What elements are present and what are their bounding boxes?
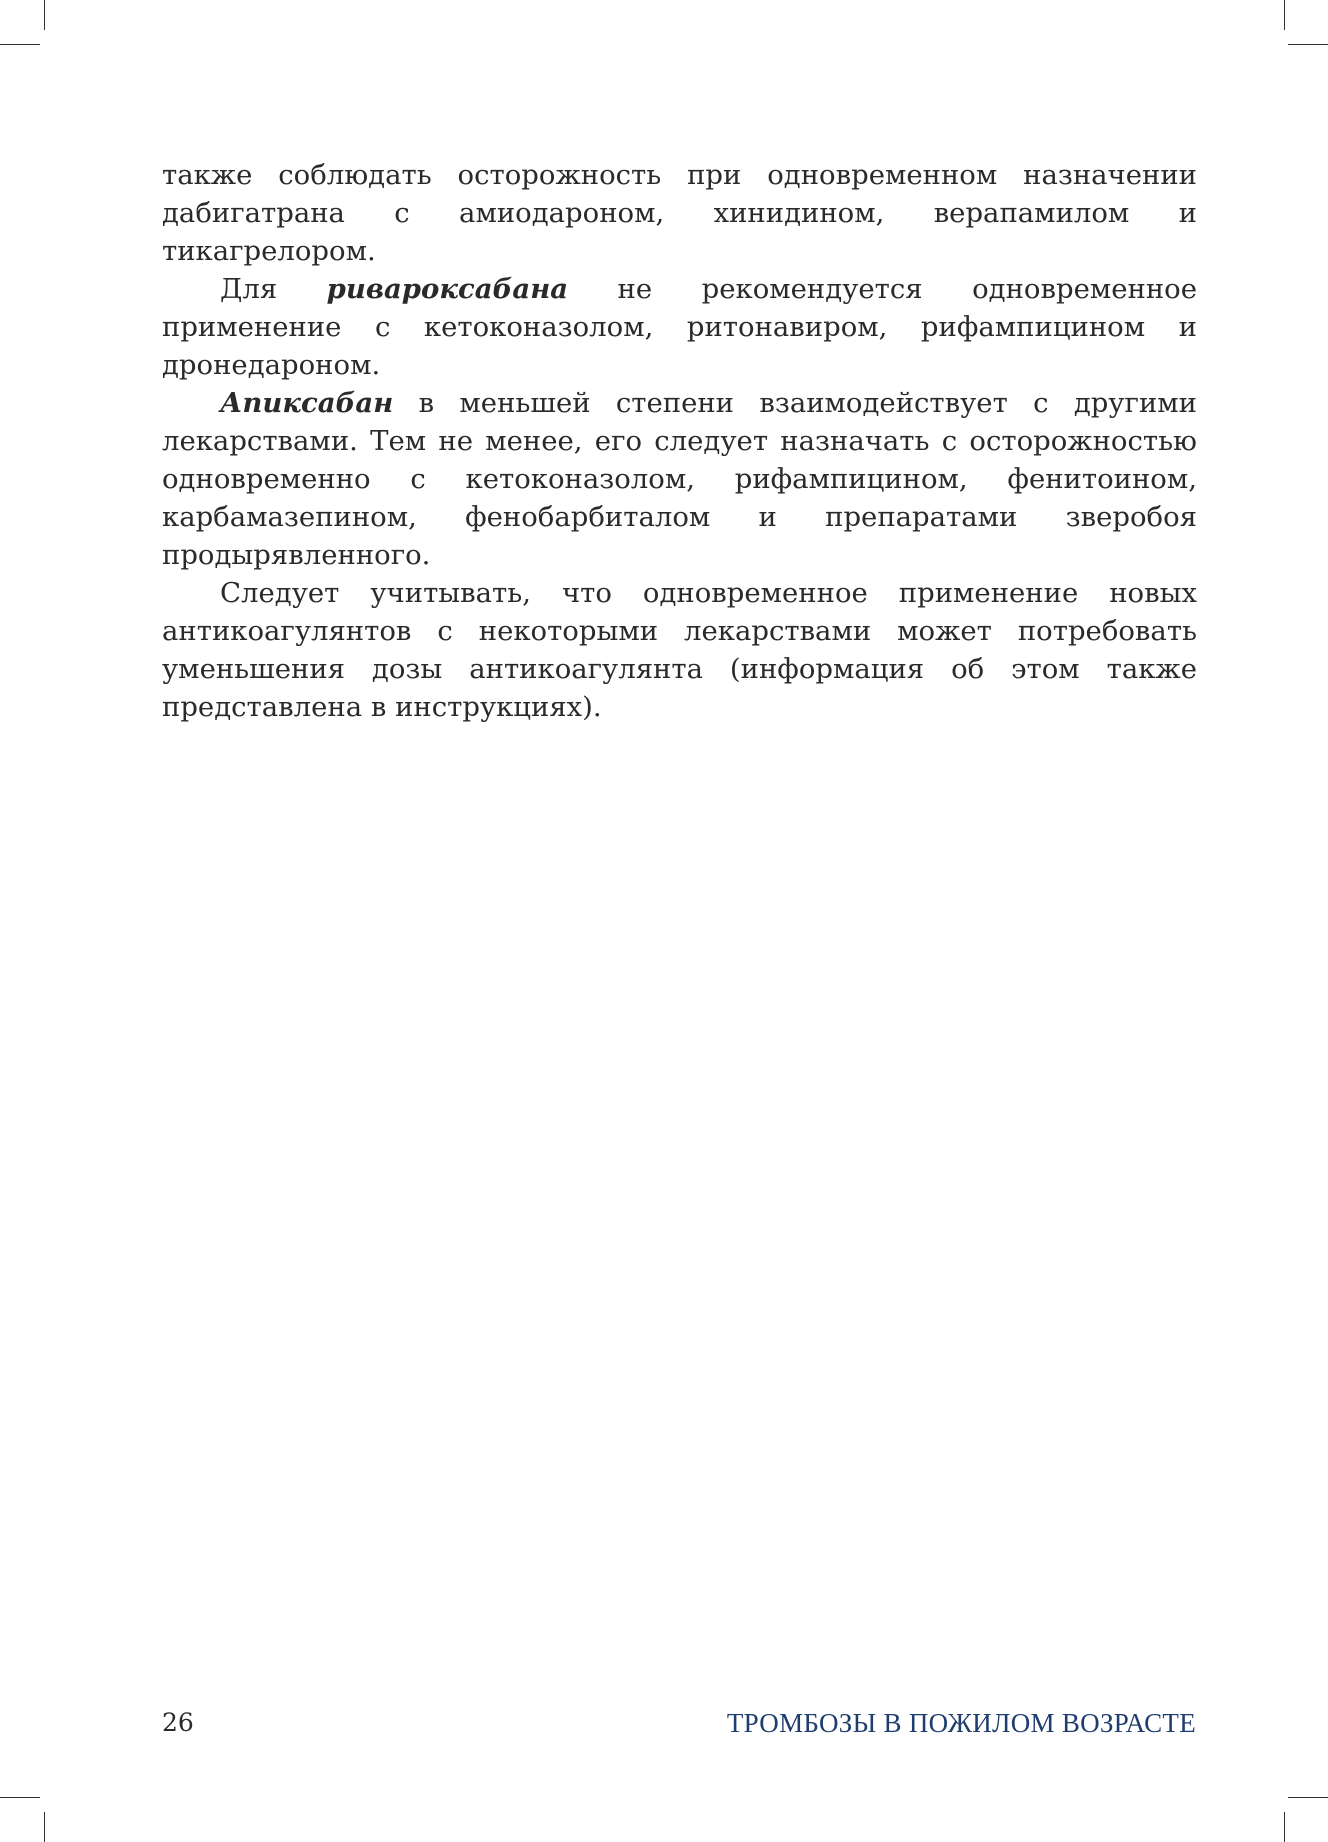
crop-mark-bottom-right-vertical <box>1284 1812 1285 1842</box>
running-title: ТРОМБОЗЫ В ПОЖИЛОМ ВОЗРАСТЕ <box>726 1708 1196 1738</box>
drug-name-emphasis: ривароксабана <box>326 273 569 305</box>
paragraph-dabigatran-continuation <box>162 156 1197 270</box>
crop-mark-top-right-horizontal <box>1288 44 1328 45</box>
paragraph-text: Следует учитывать, что одновременное применение новых антикоагулянтов с некоторыми лекарствами может потребовать уменьшения дозы антикоагулянта (информация об этом также представлена в инструкциях). <box>162 577 1197 723</box>
crop-mark-bottom-left-horizontal <box>0 1797 40 1798</box>
paragraph-rivaroxaban <box>162 270 1197 384</box>
paragraph-text: также соблюдать осторожность при одновременном назначении дабигатрана с амиодароном, хинидином, верапамилом и тикагрелором. <box>162 159 1197 267</box>
paragraph-text: Для <box>220 273 327 305</box>
page-body <box>162 156 1197 726</box>
page-number: 26 <box>162 1708 194 1737</box>
drug-name-emphasis: Апиксабан <box>220 387 394 419</box>
crop-mark-top-right-vertical <box>1284 0 1285 30</box>
crop-mark-bottom-left-vertical <box>44 1812 45 1842</box>
paragraph-text: в меньшей степени взаимодействует с другими лекарствами. Тем не менее, его следует назначать с осторожностью одновременно с кетоконазолом, рифампицином, фенитоином, карбамазепином, фенобарбиталом и препаратами зверобоя продырявленного. <box>162 387 1197 571</box>
crop-mark-bottom-right-horizontal <box>1288 1797 1328 1798</box>
paragraph-text: не рекомендуется одновременное применение с кетоконазолом, ритонавиром, рифампицином и дронедароном. <box>162 273 1197 381</box>
paragraph-dose-reduction <box>162 574 1197 726</box>
paragraph-apixaban <box>162 384 1197 574</box>
crop-mark-top-left-vertical <box>44 0 45 30</box>
crop-mark-top-left-horizontal <box>0 44 40 45</box>
